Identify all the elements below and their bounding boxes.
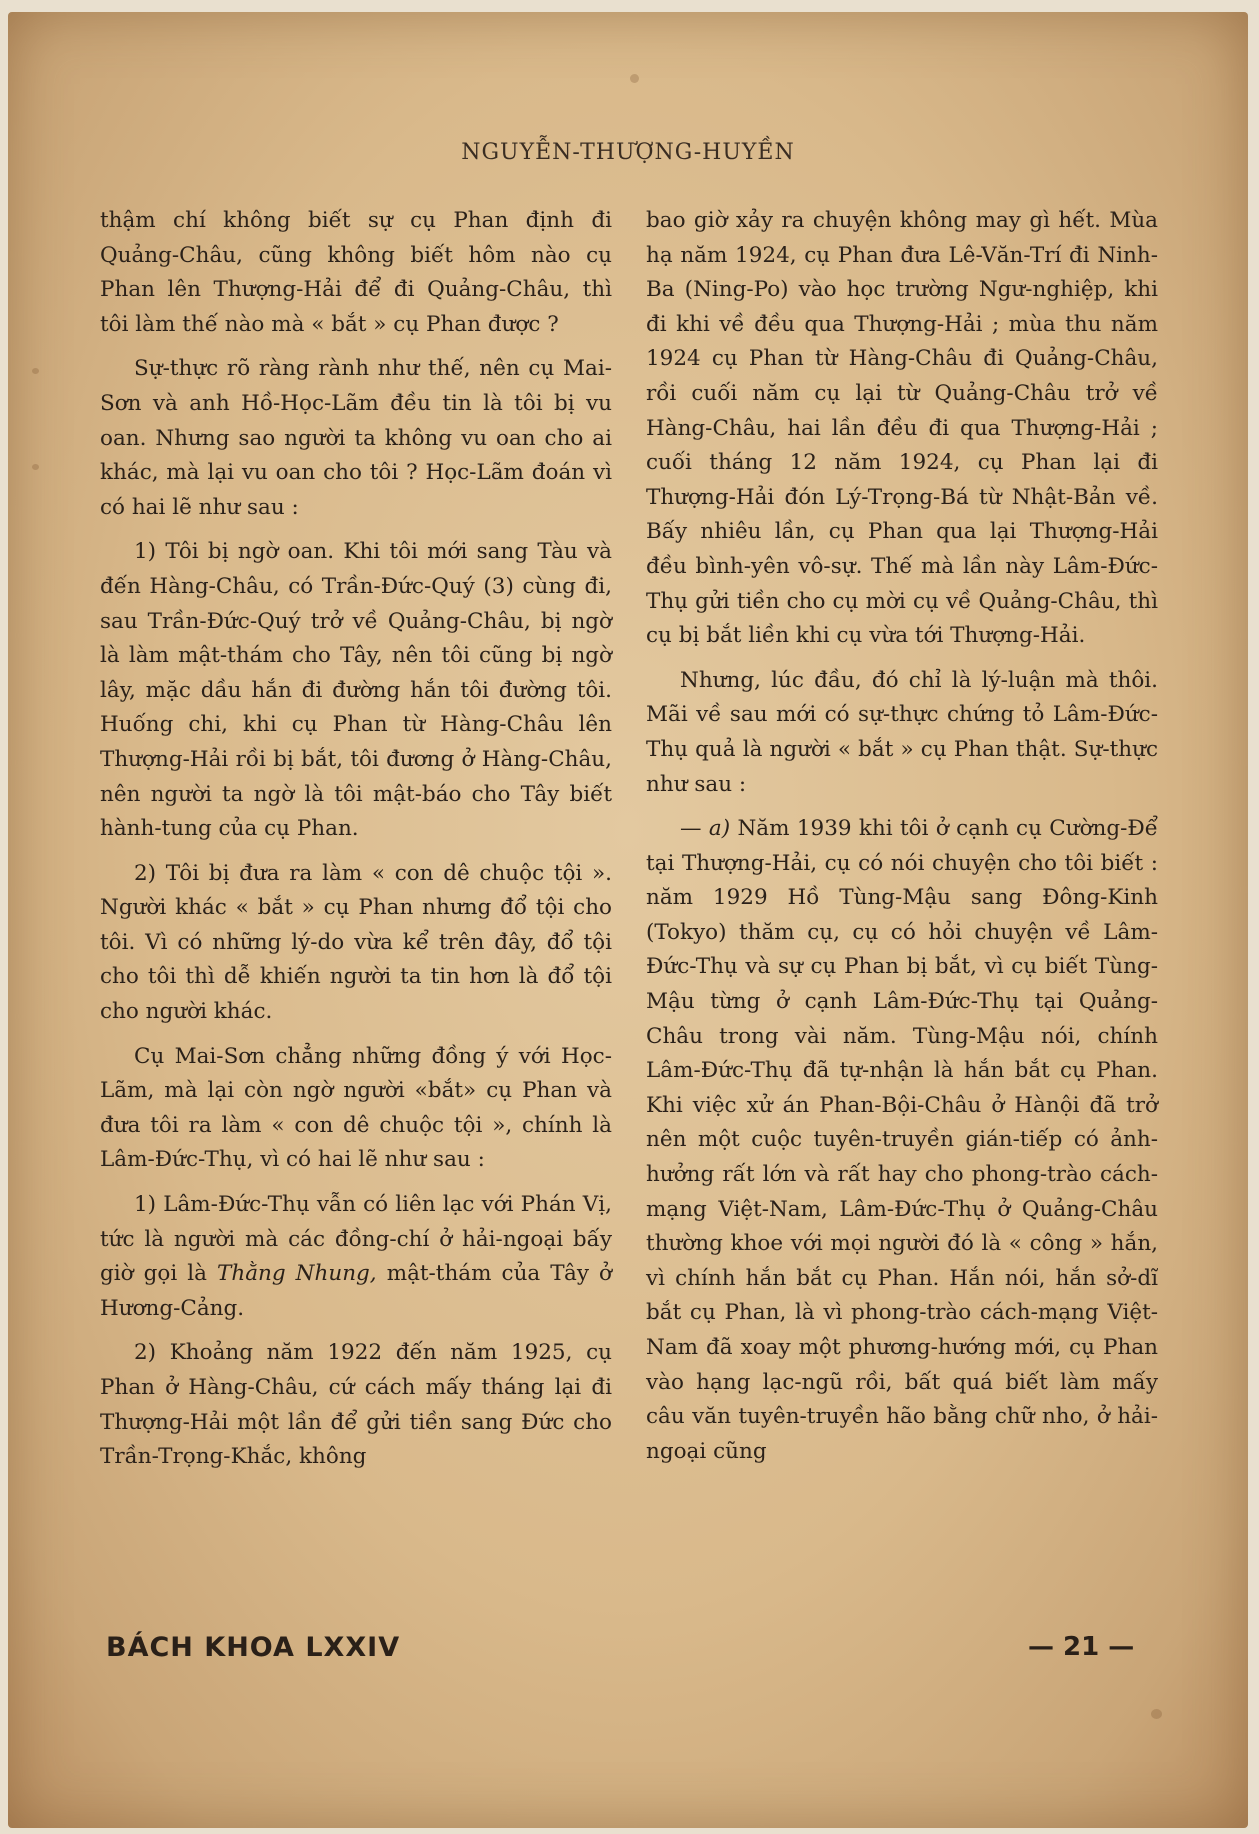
- list-marker: a): [708, 816, 731, 842]
- paragraph: [100, 1188, 612, 1326]
- paragraph: thậm chí không biết sự cụ Phan định đi Quảng-Châu, cũng không biết hôm nào cụ Phan lên Thượng-Hải để đi Quảng-Châu, thì tôi làm thế nào mà « bắt » cụ Phan được ?: [100, 208, 612, 337]
- running-head: NGUYỄN-THƯỢNG-HUYỀN: [461, 140, 795, 165]
- paragraph: bao giờ xảy ra chuyện không may gì hết. Mùa hạ năm 1924, cụ Phan đưa Lê-Văn-Trí đi Ninh-Ba (Ning-Po) vào học trường Ngư-nghiệp, khi đi khi về đều qua Thượng-Hải ; mùa thu năm 1924 cụ Phan từ Hàng-Châu đi Quảng-Châu, rồi cuối năm cụ lại từ Quảng-Châu trở về Hàng-Châu, hai lần đều đi qua Thượng-Hải ; cuối tháng 12 năm 1924, cụ Phan lại đi Thượng-Hải đón Lý-Trọng-Bá từ Nhật-Bản về. Bấy nhiêu lần, cụ Phan qua lại Thượng-Hải đều bình-yên vô-sự. Thế mà lần này Lâm-Đức-Thụ gửi tiền cho cụ mời cụ về Quảng-Châu, thì cụ bị bắt liền khi cụ vừa tới Thượng-Hải.: [646, 208, 1158, 649]
- paragraph: 1) Tôi bị ngờ oan. Khi tôi mới sang Tàu và đến Hàng-Châu, có Trần-Đức-Quý (3) cùng đi, sau Trần-Đức-Quý trở về Quảng-Châu, bị ngờ là làm mật-thám cho Tây, nên tôi cũng bị ngờ lây, mặc dầu hắn đi đường hắn tôi đường tôi. Huống chi, khi cụ Phan từ Hàng-Châu lên Thượng-Hải rồi bị bắt, tôi đương ở Hàng-Châu, nên người ta ngờ là tôi mật-báo cho Tây biết hành-tung của cụ Phan.: [100, 539, 612, 842]
- paper-stain: [630, 74, 639, 83]
- paper-stain: [32, 368, 39, 374]
- paragraph-text: Năm 1939 khi tôi ở cạnh cụ Cường-Để tại Thượng-Hải, cụ có nói chuyện cho tôi biết : năm 1929 Hồ Tùng-Mậu sang Đông-Kinh (Tokyo) thăm cụ, cụ có hỏi chuyện về Lâm-Đức-Thụ và sự cụ Phan bị bắt, vì cụ biết Tùng-Mậu từng ở cạnh Lâm-Đức-Thụ tại Quảng-Châu trong vài năm. Tùng-Mậu nói, chính Lâm-Đức-Thụ đã tự-nhận là hắn bắt cụ Phan. Khi việc xử án Phan-Bội-Châu ở Hànội đã trở nên một cuộc tuyên-truyền gián-tiếp có ảnh-hưởng rất lớn và rất hay cho phong-trào cách-mạng Việt-Nam, Lâm-Đức-Thụ ở Quảng-Châu thường khoe với mọi người đó là « công » hắn, vì chính hắn bắt cụ Phan. Hắn nói, hắn sở-dĩ bắt cụ Phan, là vì phong-trào cách-mạng Việt-Nam đã xoay một phương-hướng mới, cụ Phan vào hạng lạc-ngũ rồi, bất quá biết làm mấy câu văn tuyên-truyền hão bằng chữ nho, ở hải-ngoại cũng: [646, 816, 1159, 1464]
- paragraph: Nhưng, lúc đầu, đó chỉ là lý-luận mà thôi. Mãi về sau mới có sự-thực chứng tỏ Lâm-Đức-Thụ quả là người « bắt » cụ Phan thật. Sự-thực như sau :: [646, 667, 1158, 797]
- paragraph: 2) Tôi bị đưa ra làm « con dê chuộc tội ». Người khác « bắt » cụ Phan nhưng đổ tội cho tôi. Vì có những lý-do vừa kể trên đây, đổ tội cho tôi thì dễ khiến người ta tin hơn là đổ tội cho người khác.: [100, 860, 612, 1025]
- journal-footer: BÁCH KHOA LXXIV: [106, 1632, 401, 1663]
- paragraph: 2) Khoảng năm 1922 đến năm 1925, cụ Phan ở Hàng-Châu, cứ cách mấy tháng lại đi Thượng-Hải một lần để gửi tiền sang Đức cho Trần-Trọng-Khắc, không: [100, 1340, 612, 1470]
- paragraph-dash: —: [680, 816, 709, 842]
- paper-page: [8, 12, 1248, 1828]
- paragraph: [646, 812, 1158, 1469]
- paragraph-text: 1) Lâm-Đức-Thụ vẫn có liên lạc với Phán Vị, tức là người mà các đồng-chí ở hải-ngoại bấy giờ gọi là: [100, 1192, 612, 1287]
- paragraph-text: mật-thám của Tây ở Hương-Cảng.: [100, 1261, 612, 1321]
- page-number: — 21 —: [1028, 1632, 1135, 1662]
- paper-stain: [1151, 1709, 1162, 1719]
- right-column: [646, 204, 1158, 1469]
- paragraph: Cụ Mai-Sơn chẳng những đồng ý với Học-Lãm, mà lại còn ngờ người «bắt» cụ Phan và đưa tôi ra làm « con dê chuộc tội », chính là Lâm-Đức-Thụ, vì có hai lẽ như sau :: [100, 1043, 612, 1173]
- paper-stain: [32, 464, 39, 470]
- italic-name: Thằng Nhung,: [217, 1261, 377, 1287]
- left-column: [100, 204, 612, 1475]
- paragraph: Sự-thực rõ ràng rành như thế, nên cụ Mai-Sơn và anh Hồ-Học-Lãm đều tin là tôi bị vu oan. Nhưng sao người ta không vu oan cho ai khác, mà lại vu oan cho tôi ? Học-Lãm đoán vì có hai lẽ như sau :: [100, 356, 612, 520]
